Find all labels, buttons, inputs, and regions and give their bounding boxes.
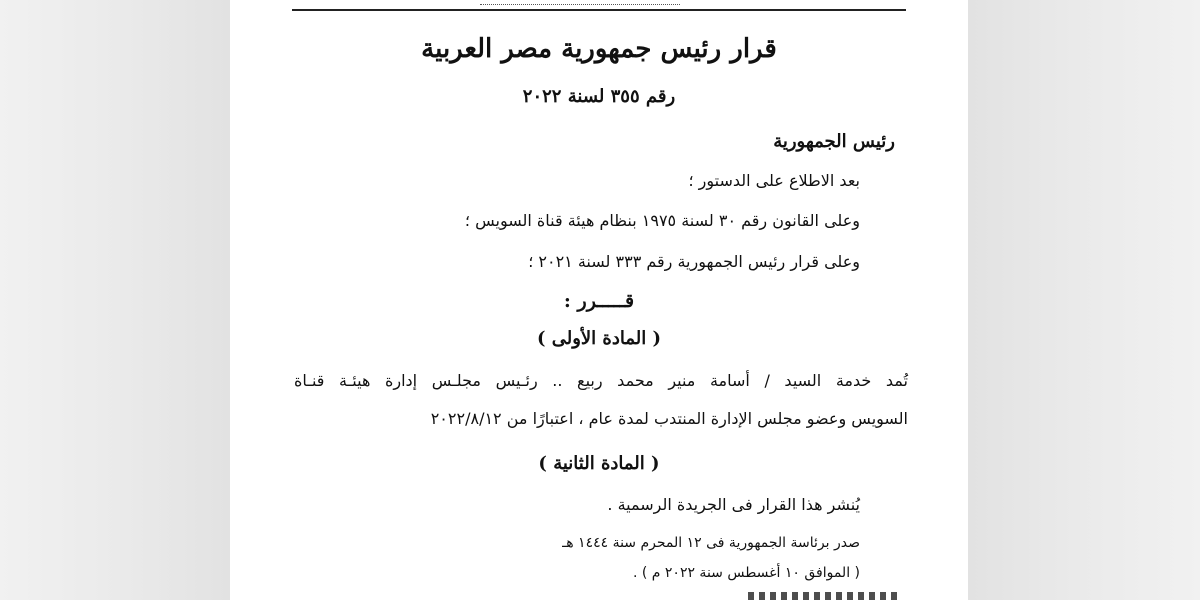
- decree-title: قرار رئيس جمهورية مصر العربية: [421, 34, 777, 64]
- article-one-heading: ( المادة الأولى ): [536, 328, 662, 349]
- article-one-line: تُمد خدمة السيد / أسامة منير محمد ربيع .. رئـيس مجلـس إدارة هيئـة قنـاة: [294, 371, 908, 390]
- cropped-header-text: [480, 0, 680, 5]
- decree-number: رقم ٣٥٥ لسنة ٢٠٢٢: [522, 86, 676, 107]
- background-left: [0, 0, 230, 600]
- preamble-line: وعلى قرار رئيس الجمهورية رقم ٣٣٣ لسنة ٢٠٢١ ؛: [528, 252, 860, 271]
- document-page: [230, 0, 968, 600]
- preamble-line: وعلى القانون رقم ٣٠ لسنة ١٩٧٥ بنظام هيئة قناة السويس ؛: [464, 211, 860, 230]
- issued-date-line: ( الموافق ١٠ أغسطس سنة ٢٠٢٢ م ) .: [632, 565, 860, 581]
- header-rule: [292, 9, 906, 11]
- issued-line: صدر برئاسة الجمهورية فى ١٢ المحرم سنة ١٤٤٤ هـ: [562, 535, 860, 551]
- article-one-line: السويس وعضو مجلس الإدارة المنتدب لمدة عام ، اعتبارًا من ٢٠٢٢/٨/١٢: [430, 409, 908, 428]
- decided-heading: قـــــرر :: [563, 290, 635, 312]
- article-two-heading: ( المادة الثانية ): [538, 453, 660, 474]
- issuer-heading: رئيس الجمهورية: [773, 131, 895, 152]
- background-right: [968, 0, 1200, 600]
- preamble-line: بعد الاطلاع على الدستور ؛: [688, 171, 860, 190]
- article-two-text: يُنشر هذا القرار فى الجريدة الرسمية .: [607, 495, 860, 514]
- cropped-signature-text: [748, 592, 898, 600]
